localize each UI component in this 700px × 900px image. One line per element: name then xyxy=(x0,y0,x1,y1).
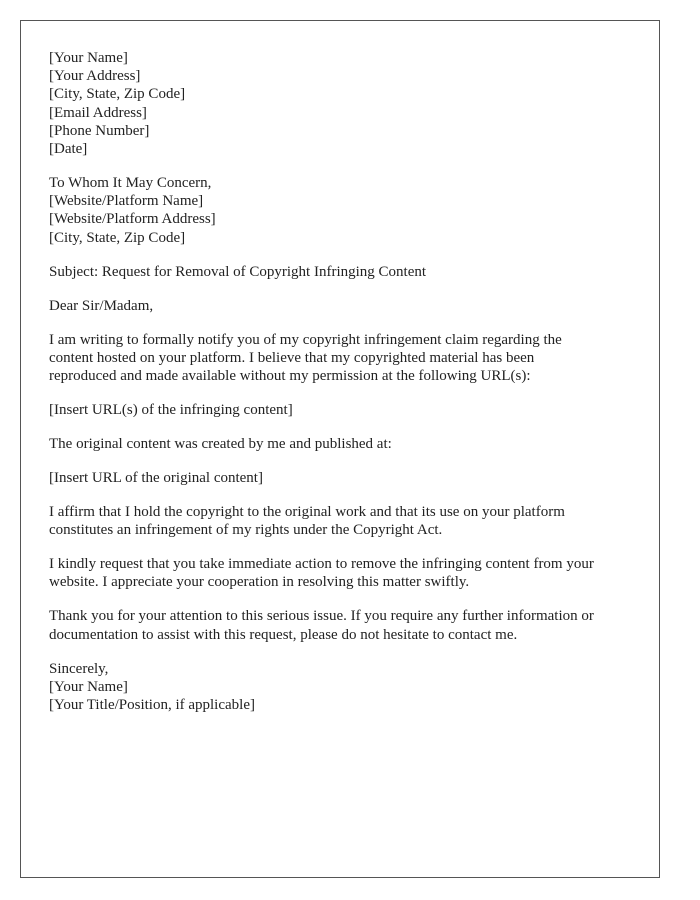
affirmation-line-1: I affirm that I hold the copyright to the original work and that its use on your platform xyxy=(49,504,565,521)
intro-line-3: reproduced and made available without my permission at the following URL(s): xyxy=(49,368,531,385)
closing-line-1: Thank you for your attention to this serious issue. If you require any further information or xyxy=(49,608,594,625)
original-statement xyxy=(49,435,644,453)
infringing-url-text: [Insert URL(s) of the infringing content] xyxy=(49,402,293,419)
recipient-city-state-zip: [City, State, Zip Code] xyxy=(49,229,186,246)
infringing-url-placeholder xyxy=(49,401,644,419)
affirmation-line-2: constitutes an infringement of my rights under the Copyright Act. xyxy=(49,522,443,539)
recipient-name: [Website/Platform Name] xyxy=(49,193,204,210)
signoff-closing-word: Sincerely, xyxy=(49,660,109,677)
intro-line-1: I am writing to formally notify you of my copyright infringement claim regarding the xyxy=(49,331,562,348)
closing-line-2: documentation to assist with this request, please do not hesitate to contact me. xyxy=(49,626,518,643)
signoff-block xyxy=(49,660,644,715)
sender-city-state-zip: [City, State, Zip Code] xyxy=(49,86,186,103)
request-line-2: website. I appreciate your cooperation in resolving this matter swiftly. xyxy=(49,574,470,591)
original-statement-text: The original content was created by me and published at: xyxy=(49,436,392,453)
original-url-text: [Insert URL of the original content] xyxy=(49,470,263,487)
signoff-title: [Your Title/Position, if applicable] xyxy=(49,697,255,714)
sender-block xyxy=(49,49,644,158)
recipient-salutation-line: To Whom It May Concern, xyxy=(49,175,212,192)
signoff-name: [Your Name] xyxy=(49,678,128,695)
greeting xyxy=(49,297,644,315)
letter-page xyxy=(20,20,660,878)
sender-address: [Your Address] xyxy=(49,68,141,85)
letter-body xyxy=(49,49,644,714)
sender-phone: [Phone Number] xyxy=(49,122,150,139)
affirmation-paragraph xyxy=(49,503,644,539)
sender-name: [Your Name] xyxy=(49,50,128,66)
subject-line xyxy=(49,263,644,281)
subject-text: Subject: Request for Removal of Copyright Infringing Content xyxy=(49,263,427,280)
request-paragraph xyxy=(49,555,644,591)
closing-paragraph xyxy=(49,607,644,643)
intro-line-2: content hosted on your platform. I believe that my copyrighted material has been xyxy=(49,349,535,366)
recipient-address: [Website/Platform Address] xyxy=(49,211,216,228)
intro-paragraph xyxy=(49,331,644,386)
original-url-placeholder xyxy=(49,469,644,487)
letter-date: [Date] xyxy=(49,141,88,158)
request-line-1: I kindly request that you take immediate action to remove the infringing content from your xyxy=(49,556,594,573)
recipient-block xyxy=(49,174,644,247)
sender-email: [Email Address] xyxy=(49,104,147,121)
greeting-text: Dear Sir/Madam, xyxy=(49,297,154,314)
